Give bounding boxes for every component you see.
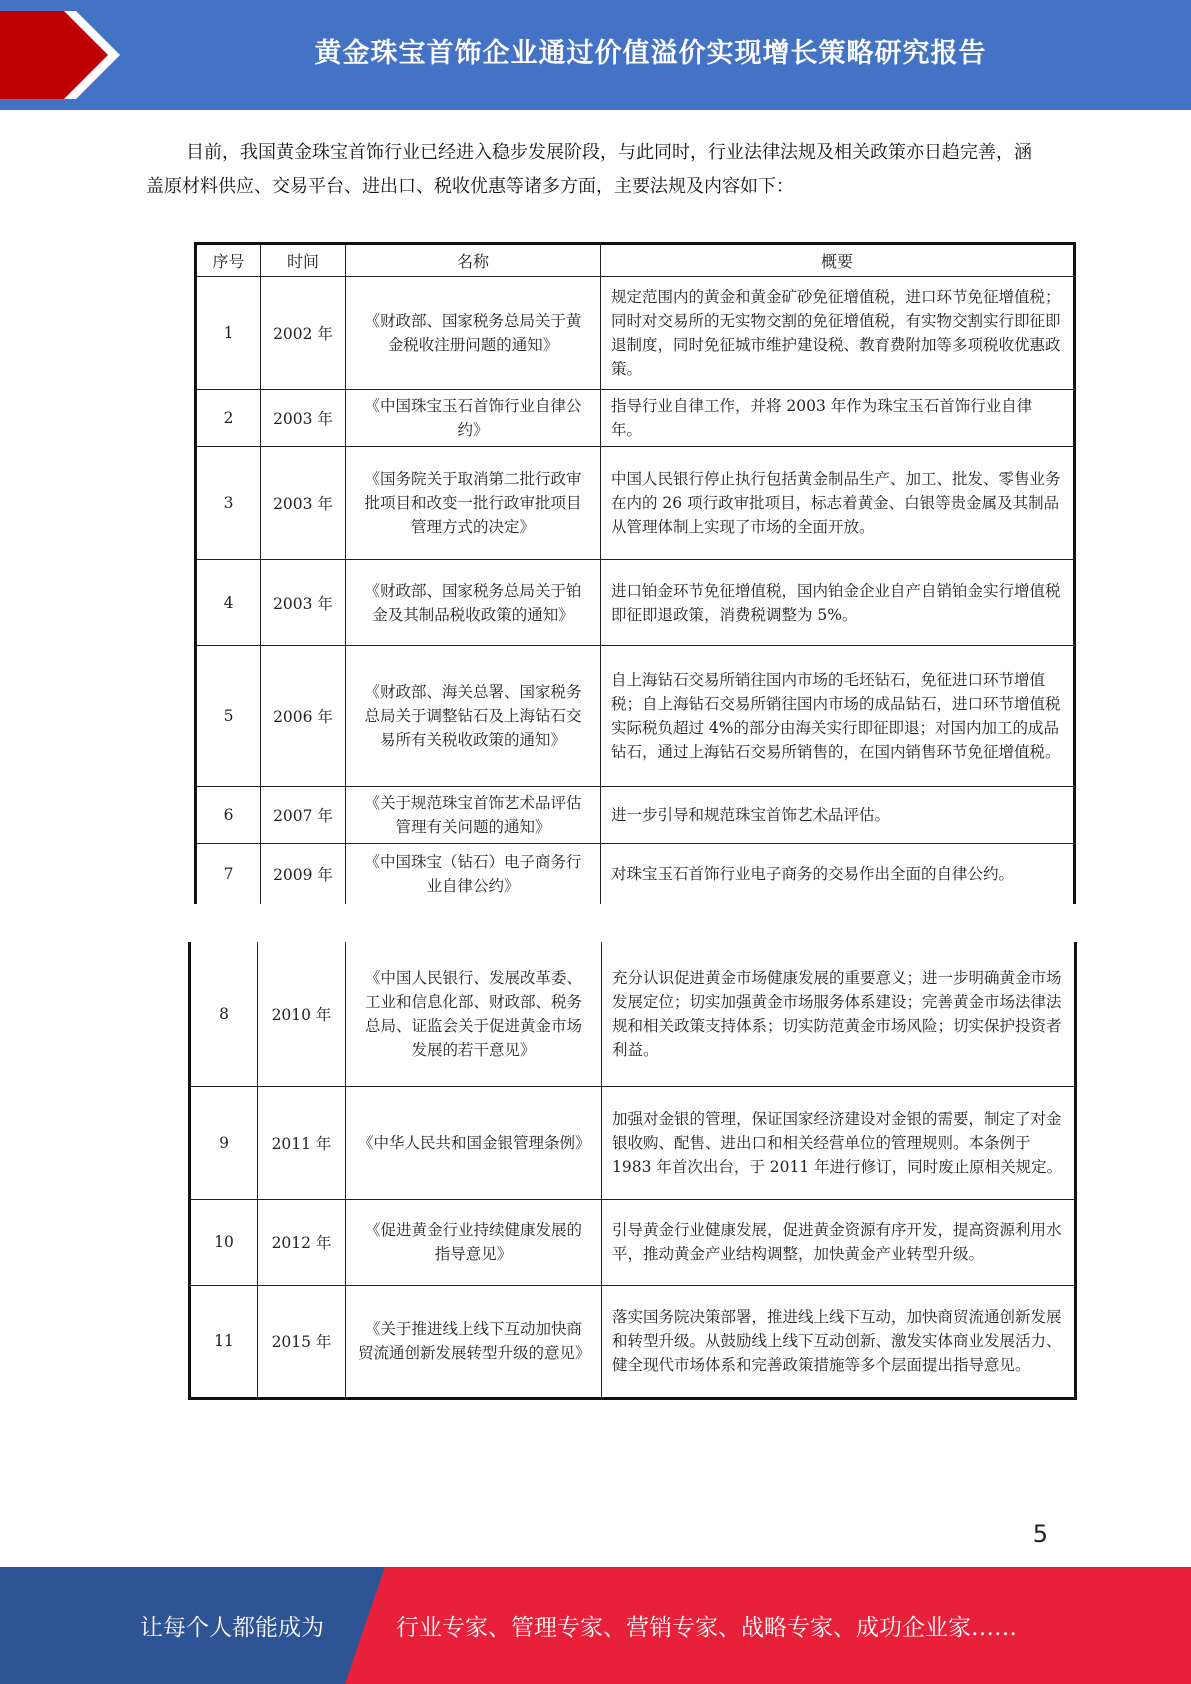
page-header xyxy=(0,0,1191,110)
report-title: 黄金珠宝首饰企业通过价值溢价实现增长策略研究报告 xyxy=(314,37,987,69)
row-year: 2006 年 xyxy=(261,646,346,787)
header-summary: 概要 xyxy=(601,244,1075,277)
table-row xyxy=(196,560,1075,646)
row-name: 《促进黄金行业持续健康发展的指导意见》 xyxy=(346,1199,602,1285)
regulations-table-part1 xyxy=(194,242,1076,904)
table-header-row xyxy=(196,244,1075,277)
row-name: 《中华人民共和国金银管理条例》 xyxy=(346,1086,602,1199)
table-row xyxy=(190,1086,1076,1199)
regulations-table-part2 xyxy=(188,942,1077,1400)
table-row xyxy=(196,277,1075,390)
row-summary: 充分认识促进黄金市场健康发展的重要意义；进一步明确黄金市场发展定位；切实加强黄金市场服务体系建设；完善黄金市场法律法规和相关政策支持体系；切实防范黄金市场风险；切实保护投资者利益。 xyxy=(602,942,1076,1086)
row-no: 5 xyxy=(196,646,261,787)
page-number: 5 xyxy=(1032,1520,1048,1548)
row-year: 2003 年 xyxy=(261,390,346,447)
row-year: 2015 年 xyxy=(258,1285,346,1398)
table-row xyxy=(190,942,1076,1086)
row-name: 《财政部、国家税务总局关于铂金及其制品税收政策的通知》 xyxy=(346,560,601,646)
row-no: 4 xyxy=(196,560,261,646)
table-row xyxy=(196,787,1075,844)
row-year: 2010 年 xyxy=(258,942,346,1086)
row-summary: 自上海钻石交易所销往国内市场的毛坯钻石，免征进口环节增值税；自上海钻石交易所销往国内市场的成品钻石，进口环节增值税实际税负超过 4%的部分由海关实行即征即退；对国内加工的成品钻石，通过上海钻石交易所销售的，在国内销售环节免征增值税。 xyxy=(601,646,1075,787)
row-name: 《中国珠宝玉石首饰行业自律公约》 xyxy=(346,390,601,447)
table-row xyxy=(196,844,1075,904)
row-year: 2009 年 xyxy=(261,844,346,904)
intro-paragraph: 目前，我国黄金珠宝首饰行业已经进入稳步发展阶段，与此同时，行业法律法规及相关政策亦日趋完善，涵盖原材料供应、交易平台、进出口、税收优惠等诸多方面，主要法规及内容如下： xyxy=(146,142,1032,197)
table-row xyxy=(196,646,1075,787)
row-summary: 加强对金银的管理，保证国家经济建设对金银的需要，制定了对金银收购、配售、进出口和相关经营单位的管理规则。本条例于 1983 年首次出台，于 2011 年进行修订，同时废止原相关规定。 xyxy=(602,1086,1076,1199)
table-row xyxy=(190,1285,1076,1398)
row-no: 9 xyxy=(190,1086,258,1199)
table-row xyxy=(196,390,1075,447)
row-summary: 指导行业自律工作，并将 2003 年作为珠宝玉石首饰行业自律年。 xyxy=(601,390,1075,447)
header-name: 名称 xyxy=(346,244,601,277)
row-name: 《财政部、海关总署、国家税务总局关于调整钻石及上海钻石交易所有关税收政策的通知》 xyxy=(346,646,601,787)
row-summary: 对珠宝玉石首饰行业电子商务的交易作出全面的自律公约。 xyxy=(601,844,1075,904)
row-name: 《关于推进线上线下互动加快商贸流通创新发展转型升级的意见》 xyxy=(346,1285,602,1398)
row-summary: 进口铂金环节免征增值税，国内铂金企业自产自销铂金实行增值税即征即退政策，消费税调整为 5%。 xyxy=(601,560,1075,646)
row-year: 2003 年 xyxy=(261,560,346,646)
table-row xyxy=(196,447,1075,560)
row-summary: 规定范围内的黄金和黄金矿砂免征增值税，进口环节免征增值税；同时对交易所的无实物交割的免征增值税，有实物交割实行即征即退制度，同时免征城市维护建设税、教育费附加等多项税收优惠政策。 xyxy=(601,277,1075,390)
row-no: 1 xyxy=(196,277,261,390)
row-name: 《关于规范珠宝首饰艺术品评估管理有关问题的通知》 xyxy=(346,787,601,844)
row-name: 《中国珠宝（钻石）电子商务行业自律公约》 xyxy=(346,844,601,904)
header-red-chevron-icon xyxy=(0,0,120,110)
row-summary: 进一步引导和规范珠宝首饰艺术品评估。 xyxy=(601,787,1075,844)
row-summary: 落实国务院决策部署，推进线上线下互动，加快商贸流通创新发展和转型升级。从鼓励线上线下互动创新、激发实体商业发展活力、健全现代市场体系和完善政策措施等多个层面提出指导意见。 xyxy=(602,1285,1076,1398)
row-name: 《财政部、国家税务总局关于黄金税收注册问题的通知》 xyxy=(346,277,601,390)
row-year: 2002 年 xyxy=(261,277,346,390)
row-summary: 引导黄金行业健康发展，促进黄金资源有序开发，提高资源利用水平，推动黄金产业结构调整，加快黄金产业转型升级。 xyxy=(602,1199,1076,1285)
footer-slogan-left: 让每个人都能成为 xyxy=(140,1615,324,1641)
row-year: 2012 年 xyxy=(258,1199,346,1285)
row-no: 2 xyxy=(196,390,261,447)
row-name: 《国务院关于取消第二批行政审批项目和改变一批行政审批项目管理方式的决定》 xyxy=(346,447,601,560)
footer-slogan-right: 行业专家、管理专家、营销专家、战略专家、成功企业家…… xyxy=(396,1615,1017,1641)
row-no: 3 xyxy=(196,447,261,560)
row-year: 2007 年 xyxy=(261,787,346,844)
row-no: 7 xyxy=(196,844,261,904)
row-year: 2003 年 xyxy=(261,447,346,560)
row-no: 6 xyxy=(196,787,261,844)
row-year: 2011 年 xyxy=(258,1086,346,1199)
row-no: 8 xyxy=(190,942,258,1086)
row-no: 10 xyxy=(190,1199,258,1285)
row-summary: 中国人民银行停止执行包括黄金制品生产、加工、批发、零售业务在内的 26 项行政审批项目，标志着黄金、白银等贵金属及其制品从管理体制上实现了市场的全面开放。 xyxy=(601,447,1075,560)
row-name: 《中国人民银行、发展改革委、工业和信息化部、财政部、税务总局、证监会关于促进黄金市场发展的若干意见》 xyxy=(346,942,602,1086)
page-footer xyxy=(0,1567,1191,1684)
table-row xyxy=(190,1199,1076,1285)
row-no: 11 xyxy=(190,1285,258,1398)
header-time: 时间 xyxy=(261,244,346,277)
header-no: 序号 xyxy=(196,244,261,277)
